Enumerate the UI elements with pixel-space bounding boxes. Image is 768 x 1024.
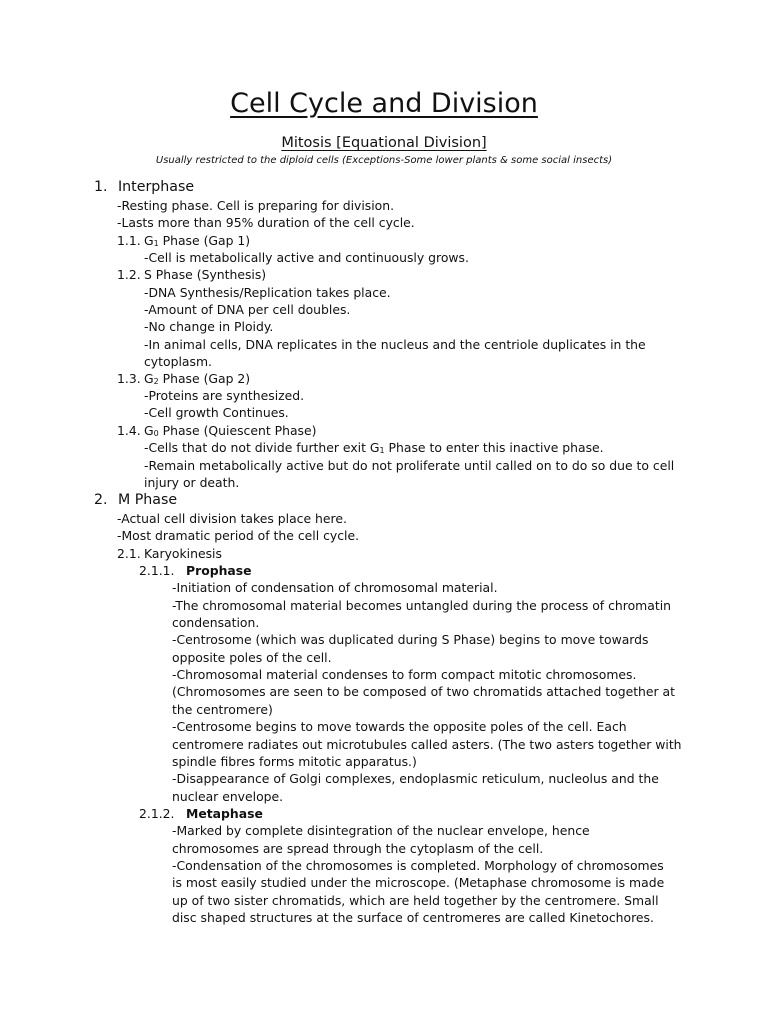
- text-line: disc shaped structures at the surface of centromeres are called Kinetochores.: [172, 910, 654, 925]
- subsection-number: 1.2.: [117, 267, 141, 282]
- text-line: -Centrosome (which was duplicated during S Phase) begins to move towards: [172, 632, 649, 647]
- text-line: nuclear envelope.: [172, 789, 284, 804]
- subsubsection-number: 2.1.1.: [139, 563, 175, 578]
- section-heading-interphase: [94, 179, 194, 196]
- subsubsection-heading-metaphase: 2.1.2. Metaphase: [139, 806, 263, 821]
- text-line: -Initiation of condensation of chromosomal material.: [172, 580, 498, 595]
- text-line: -Centrosome begins to move towards the opposite poles of the cell. Each: [172, 719, 627, 734]
- section-title: M Phase: [118, 492, 178, 508]
- subsection-heading-g0: 1.4. $G_0$ Phase (Quiescent Phase): [117, 423, 317, 438]
- text-line: -Lasts more than 95% duration of the cell cycle.: [117, 215, 415, 230]
- text-line: -DNA Synthesis/Replication takes place.: [144, 285, 391, 300]
- text-line: cytoplasm.: [144, 354, 212, 369]
- subsubsection-number: 2.1.2.: [139, 806, 175, 821]
- text-line: opposite poles of the cell.: [172, 650, 332, 665]
- text-line: -Cells that do not divide further exit $G_1$ Phase to enter this inactive phase.: [144, 440, 604, 455]
- text-line: -Remain metabolically active but do not proliferate until called on to do so due to cell: [144, 458, 675, 473]
- text-line: spindle fibres forms mitotic apparatus.): [172, 754, 417, 769]
- text-line: (Chromosomes are seen to be composed of two chromatids attached together at: [172, 684, 676, 699]
- text-line: -Cell growth Continues.: [144, 405, 289, 420]
- text-line: -No change in Ploidy.: [144, 319, 274, 334]
- text-line: centromere radiates out microtubules called asters. (The two asters together with: [172, 737, 682, 752]
- section-number: 1.: [94, 179, 108, 195]
- text-line: -Most dramatic period of the cell cycle.: [117, 528, 360, 543]
- subsection-heading-karyokinesis: 2.1. Karyokinesis: [117, 546, 222, 561]
- text-line: -Condensation of the chromosomes is completed. Morphology of chromosomes: [172, 858, 664, 873]
- text-line: condensation.: [172, 615, 260, 630]
- text-line: the centromere): [172, 702, 273, 717]
- page-title: Cell Cycle and Division: [230, 88, 538, 119]
- subsection-heading-g1: 1.1. $G_1$ Phase (Gap 1): [117, 233, 251, 248]
- text-line: -Amount of DNA per cell doubles.: [144, 302, 351, 317]
- subsection-heading-s-phase: 1.2. S Phase (Synthesis): [117, 267, 267, 282]
- subsection-heading-g2: 1.3. $G_2$ Phase (Gap 2): [117, 371, 251, 386]
- text-line: -Disappearance of Golgi complexes, endoplasmic reticulum, nucleolus and the: [172, 771, 659, 786]
- text-line: -Marked by complete disintegration of the nuclear envelope, hence: [172, 823, 590, 838]
- section-number: 2.: [94, 492, 108, 508]
- text-line: injury or death.: [144, 475, 240, 490]
- page-subtitle: Mitosis [Equational Division]: [281, 135, 487, 151]
- section-title: Interphase: [118, 179, 195, 195]
- subsection-number: 2.1.: [117, 546, 141, 561]
- text-line: -Actual cell division takes place here.: [117, 511, 347, 526]
- text-line: -The chromosomal material becomes untangled during the process of chromatin: [172, 598, 671, 613]
- text-line: is most easily studied under the microscope. (Metaphase chromosome is made: [172, 875, 665, 890]
- subsubsection-heading-prophase: 2.1.1. Prophase: [139, 563, 252, 578]
- text-line: -Proteins are synthesized.: [144, 388, 305, 403]
- subtitle-note: Usually restricted to the diploid cells (Exceptions-Some lower plants & some social insects): [155, 155, 613, 166]
- text-line: -Cell is metabolically active and continuously grows.: [144, 250, 469, 265]
- text-line: up of two sister chromatids, which are held together by the centromere. Small: [172, 893, 659, 908]
- subsection-number: 1.3.: [117, 371, 141, 386]
- text-line: -Resting phase. Cell is preparing for division.: [117, 198, 395, 213]
- subsection-number: 1.4.: [117, 423, 141, 438]
- section-heading-m-phase: [94, 492, 177, 509]
- subsection-number: 1.1.: [117, 233, 141, 248]
- text-line: -Chromosomal material condenses to form compact mitotic chromosomes.: [172, 667, 637, 682]
- text-line: -In animal cells, DNA replicates in the nucleus and the centriole duplicates in the: [144, 337, 646, 352]
- text-line: chromosomes are spread through the cytoplasm of the cell.: [172, 841, 544, 856]
